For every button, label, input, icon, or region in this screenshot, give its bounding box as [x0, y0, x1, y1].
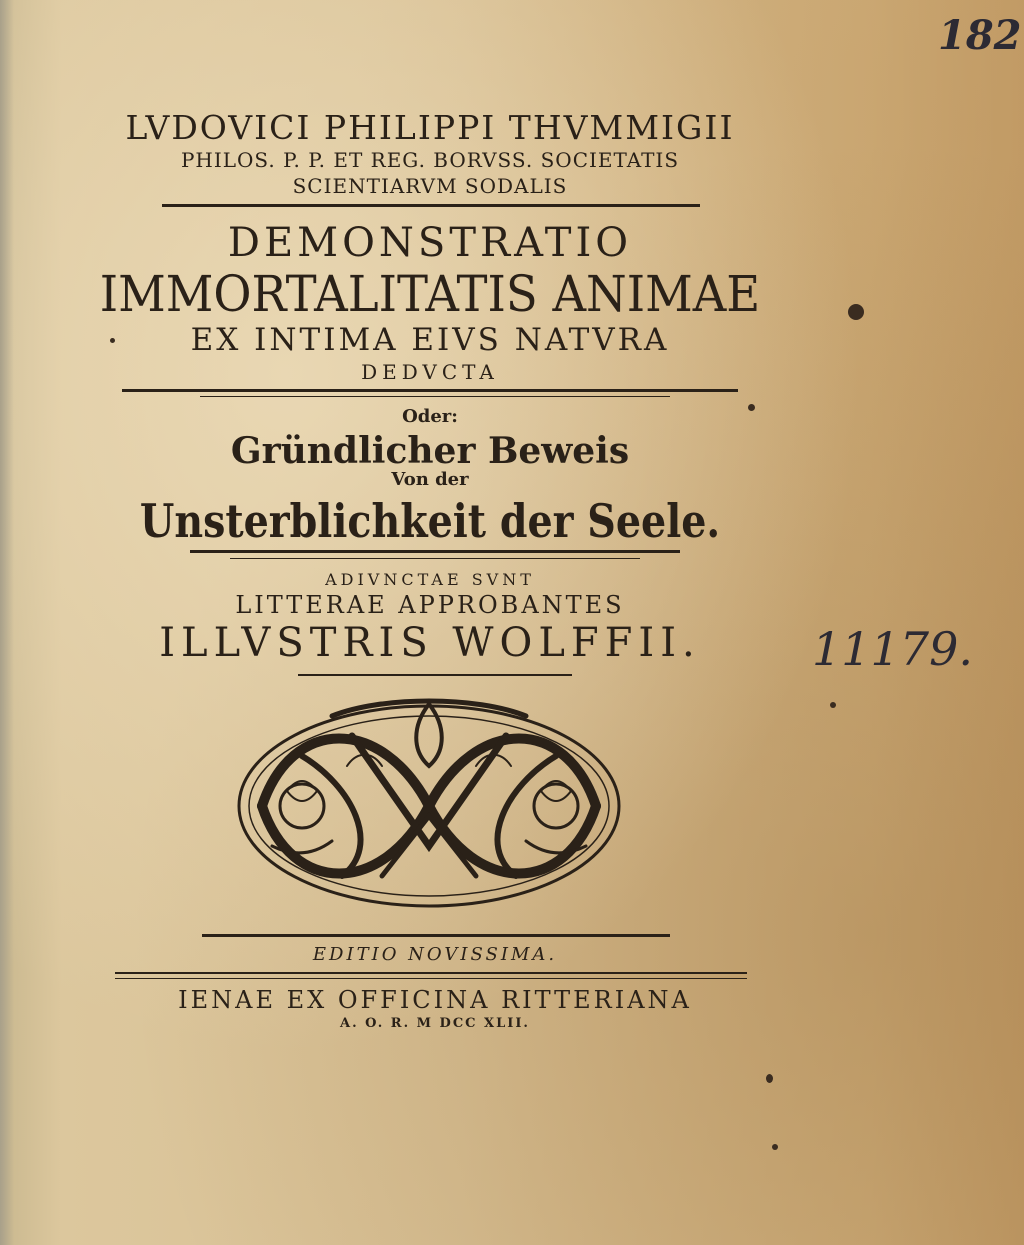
author-society: SCIENTIARVM SODALIS: [292, 174, 568, 198]
interlaced-monogram-vignette-icon: [232, 696, 626, 916]
title-deducta: DEDVCTA: [361, 360, 499, 384]
german-title-line3: Unsterblichkeit der Seele.: [139, 494, 721, 548]
ink-spot: [110, 338, 115, 343]
ink-spot: [748, 404, 755, 411]
imprint-place: IENAE EX OFFICINA RITTERIANA: [178, 986, 692, 1014]
german-title-line2: Von der: [391, 469, 469, 490]
ink-spot: [848, 304, 864, 320]
rule-6a: [115, 972, 747, 974]
editio-novissima: EDITIO NOVISSIMA.: [312, 944, 558, 965]
rule-5: [202, 934, 670, 937]
german-title-line1: Gründlicher Beweis: [230, 430, 630, 472]
german-oder: Oder:: [402, 406, 458, 427]
rule-4: [298, 674, 572, 676]
ink-spot: [830, 702, 836, 708]
rule-6b: [115, 978, 747, 979]
title-ex-intima: EX INTIMA EIVS NATVRA: [190, 322, 670, 358]
rule-3a: [190, 550, 680, 553]
rule-3b: [230, 558, 640, 559]
illustris-wolffii: ILLVSTRIS WOLFFII.: [159, 620, 701, 666]
adiunctae-sunt: ADIVNCTAE SVNT: [325, 570, 535, 589]
handwritten-page-number: 182: [938, 12, 1022, 59]
author-name: LVDOVICI PHILIPPI THVMMIGII: [125, 108, 735, 147]
ink-spot: [766, 1074, 773, 1083]
rule-2a: [122, 389, 738, 392]
title-demonstratio: DEMONSTRATIO: [227, 220, 633, 266]
title-immortalitatis: IMMORTALITATIS ANIMAE: [99, 265, 761, 323]
handwritten-shelf-number: 11179.: [812, 622, 973, 676]
ink-spot: [772, 1144, 778, 1150]
rule-1: [162, 204, 700, 207]
rule-2b: [200, 396, 670, 397]
imprint-year: A. O. R. M DCC XLII.: [340, 1016, 530, 1031]
litterae-approbantes: LITTERAE APPROBANTES: [235, 591, 625, 619]
author-title: PHILOS. P. P. ET REG. BORVSS. SOCIETATIS: [180, 148, 680, 172]
